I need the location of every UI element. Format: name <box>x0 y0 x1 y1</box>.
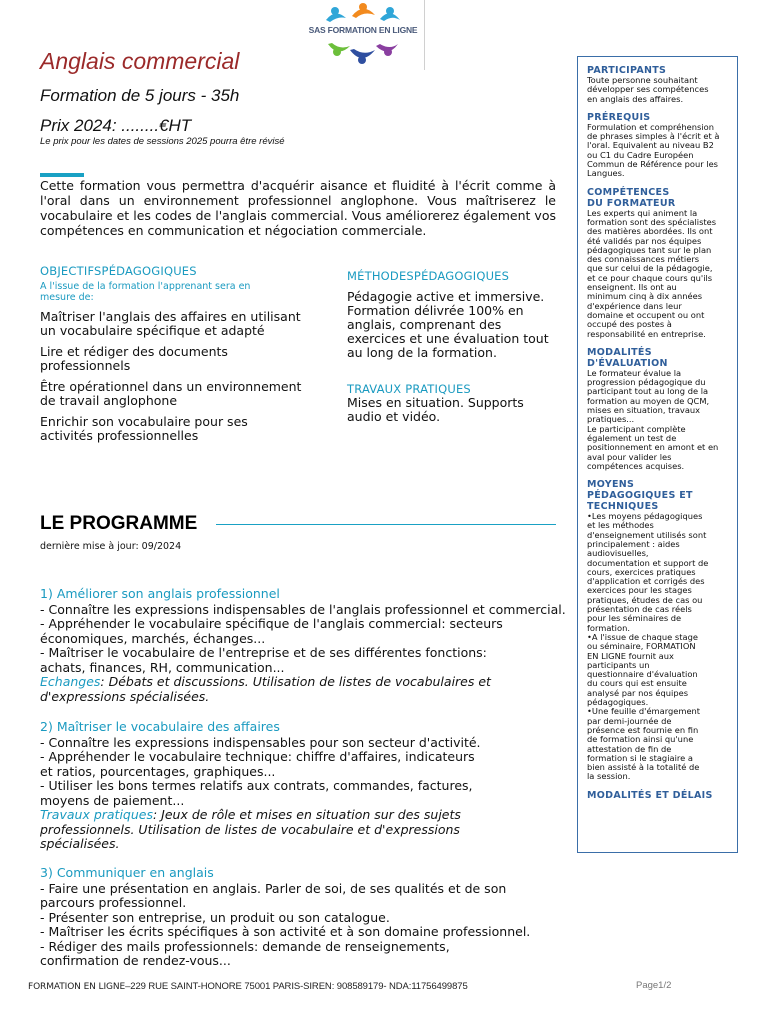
sidebar-heading: PARTICIPANTS <box>587 65 667 76</box>
module-number: 3) <box>40 865 53 880</box>
footer-address-text: –229 RUE SAINT-HONORE 75001 PARIS-SIREN: 908589179- NDA:11756499875 <box>125 981 468 992</box>
module-note-text: : Jeux de rôle et mises en situation sur des sujets professionnels. Utilisation de listes de vocabulaire et d'expressions spécialisées. <box>40 807 461 851</box>
company-logo <box>302 0 424 70</box>
methods-heading: MÉTHODESPÉDAGOGIQUES <box>347 269 510 283</box>
programme-updated: dernière mise à jour: 09/2024 <box>40 541 182 552</box>
module-note <box>40 675 580 704</box>
objectives-heading: OBJECTIFSPÉDAGOGIQUES <box>40 264 197 278</box>
list-item: Être opérationnel dans un environnement de travail anglophone <box>40 379 302 408</box>
module-title-text: Améliorer son anglais professionnel <box>56 586 280 601</box>
module-line: - Appréhender le vocabulaire spécifique de l'anglais commercial: secteurs économiques, marchés, échanges... <box>40 616 503 646</box>
practical-text: Mises en situation. Supports audio et vidéo. <box>347 395 524 424</box>
programme-module-3 <box>40 866 580 969</box>
course-duration: Formation de 5 jours - 35h <box>40 86 240 105</box>
module-title <box>40 587 580 602</box>
accent-bar <box>40 173 84 177</box>
module-line: - Maîtriser le vocabulaire de l'entreprise et de ses différentes fonctions: achats, finances, RH, communication... <box>40 645 487 675</box>
programme-rule <box>216 524 556 525</box>
price-note: Le prix pour les dates de sessions 2025 pourra être révisé <box>40 136 285 147</box>
module-line: - Connaître les expressions indispensables de l'anglais professionnel et commercial. <box>40 601 566 617</box>
module-line: - Appréhender le vocabulaire technique: chiffre d'affaires, indicateurs et ratios, pourcentages, graphiques... <box>40 749 475 779</box>
module-line: - Présenter son entreprise, un produit ou son catalogue. <box>40 909 390 925</box>
sidebar-heading: MODALITÉS D'ÉVALUATION <box>587 346 668 369</box>
module-title <box>40 720 580 735</box>
module-line: - Rédiger des mails professionnels: demande de renseignements, confirmation de rendez-vous... <box>40 938 450 968</box>
module-title <box>40 866 580 881</box>
sidebar-text: Toute personne souhaitant développer ses compétences en anglais des affaires. <box>587 75 709 104</box>
sidebar-text: •Les moyens pédagogiques et les méthodes d'enseignement utilisés sont principalement : aides audiovisuelles, documentation et support de cours, exercices pratiques d'application et corrigés des exercices pour les stages pratiques, études de cas ou présentation de cas réels pour les séminaires de formation. •A l'issue de chaque stage ou séminaire, FORMATION EN LIGNE fournit aux participants un questionnaire d'évaluation du cours qui est ensuite analysé par nos équipes pédagogiques. •Une feuille d'émargement par demi-journée de présence est fournie en fin de formation ainsi qu'une attestation de fin de formation si le stagiaire a bien assisté à la totalité de la session. <box>587 511 709 782</box>
sidebar-heading: MODALITÉS ET DÉLAIS <box>587 789 713 801</box>
footer-address <box>28 981 468 992</box>
programme-heading: LE PROGRAMME <box>40 513 198 534</box>
course-title: Anglais commercial <box>40 48 240 74</box>
sidebar-heading: MOYENS PÉDAGOGIQUES ET TECHNIQUES <box>587 479 693 513</box>
module-note-label: Travaux pratiques <box>40 807 153 822</box>
logo-figures-icon <box>302 0 424 70</box>
module-title-text: Communiquer en anglais <box>56 865 214 880</box>
module-number: 1) <box>40 586 53 601</box>
module-line: - Maîtriser les écrits spécifiques à son activité et à son domaine professionnel. <box>40 924 531 939</box>
module-number: 2) <box>40 719 53 734</box>
list-item: Enrichir son vocabulaire pour ses activités professionnelles <box>40 414 248 443</box>
logo-text: SAS FORMATION EN LIGNE <box>308 25 418 35</box>
sidebar-text: Le formateur évalue la progression pédagogique du participant tout au long de la formation au moyen de QCM, mises en situation, travaux pratiques... Le participant complète également un test de positionnement en amont et en aval pour valider les compétences acquises. <box>587 367 719 471</box>
page-number: Page1/2 <box>636 980 672 991</box>
sidebar-content <box>587 65 733 801</box>
module-note-text: : Débats et discussions. Utilisation de listes de vocabulaires et d'expressions spécialisées. <box>40 674 491 704</box>
objectives-subtitle: A l'issue de la formation l'apprenant sera en mesure de: <box>40 281 251 303</box>
sidebar-text: Les experts qui animent la formation sont des spécialistes des matières abordées. Ils ont été validés par nos équipes pédagogiques tant sur le plan des connaissances métiers que sur celui de la pédagogie, et ce pour chaque cours qu'ils enseignent. Ils ont au minimum cinq à dix années d'expérience dans leur domaine et occupent ou ont occupé des postes à responsabilité en entreprise. <box>587 207 717 339</box>
module-line: - Connaître les expressions indispensables pour son secteur d'activité. <box>40 734 481 750</box>
programme-module-1 <box>40 587 580 704</box>
sidebar-heading: PRÉREQUIS <box>587 111 651 123</box>
methods-text: Pédagogie active et immersive. Formation délivrée 100% en anglais, comprenant des exercices et une évaluation tout au long de la formation. <box>347 289 549 360</box>
objectives-list <box>40 310 302 450</box>
list-item: Lire et rédiger des documents professionnels <box>40 344 228 373</box>
logo-divider <box>424 0 425 70</box>
practical-heading: TRAVAUX PRATIQUES <box>347 382 471 396</box>
module-line: - Utiliser les bons termes relatifs aux contrats, commandes, factures, moyens de paiement... <box>40 778 473 808</box>
module-note-label: Echanges <box>40 674 101 689</box>
programme-module-2 <box>40 720 580 852</box>
intro-paragraph: Cette formation vous permettra d'acquérir aisance et fluidité à l'écrit comme à l'oral dans un environnement professionnel anglophone. Vous maîtriserez le vocabulaire et les codes de l'anglais commercial. Vous améliorerez également vos compétences en communication et négociation commerciale. <box>40 178 556 238</box>
sidebar-text: Formulation et compréhension de phrases simples à l'écrit et à l'oral. Equivalent au niveau B2 ou C1 du Cadre Européen Commun de Référence pour les Langues. <box>587 121 720 179</box>
module-line: - Faire une présentation en anglais. Parler de soi, de ses qualités et de son parcours professionnel. <box>40 880 507 910</box>
sidebar-heading: COMPÉTENCES DU FORMATEUR <box>587 186 676 209</box>
info-sidebar <box>577 56 738 853</box>
course-price: Prix 2024: ........€HT <box>40 116 192 135</box>
module-title-text: Maîtriser le vocabulaire des affaires <box>56 719 280 734</box>
list-item: Maîtriser l'anglais des affaires en utilisant un vocabulaire spécifique et adapté <box>40 309 301 338</box>
footer-brand: FORMATION EN LIGNE <box>28 982 126 992</box>
module-note <box>40 808 580 852</box>
